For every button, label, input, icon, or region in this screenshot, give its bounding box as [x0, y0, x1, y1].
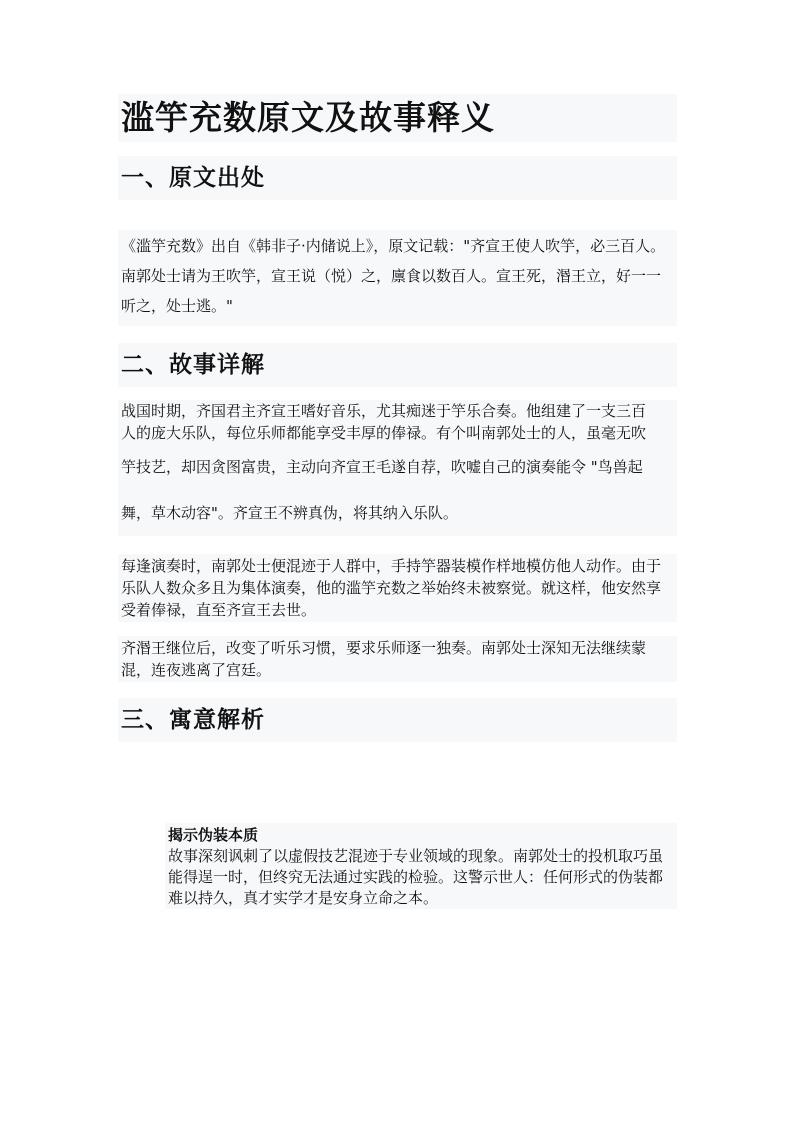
section-heading-story: 二、故事详解 [118, 343, 677, 387]
section-heading-source: 一、原文出处 [118, 156, 677, 200]
page-title: 滥竽充数原文及故事释义 [118, 94, 677, 142]
meaning-point-text: 故事深刻讽刺了以虚假技艺混迹于专业领域的现象。南郭处士的投机取巧虽能得逞一时，但终究无法通过实践的检验。这警示世人：任何形式的伪装都难以持久，真才实学才是安身立命之本。 [168, 847, 664, 907]
succession-paragraph: 齐湣王继位后，改变了听乐习惯，要求乐师逐一独奏。南郭处士深知无法继续蒙混，连夜逃离了宫廷。 [118, 636, 677, 682]
story-line: 竽技艺，却因贪图富贵，主动向齐宣王毛遂自荐，吹嘘自己的演奏能令 "鸟兽起 [121, 458, 643, 476]
performance-paragraph: 每逢演奏时，南郭处士便混迹于人群中，手持竽器装模作样地模仿他人动作。由于乐队人数众多且为集体演奏，他的滥竽充数之举始终未被察觉。就这样，他安然享受着俸禄，直至齐宣王去世。 [118, 554, 677, 622]
meaning-point-title: 揭示伪装本质 [168, 826, 259, 844]
meaning-point [165, 823, 677, 909]
story-line: 战国时期，齐国君主齐宣王嗜好音乐，尤其痴迷于竽乐合奏。他组建了一支三百 [121, 402, 647, 420]
story-line: 人的庞大乐队，每位乐师都能享受丰厚的俸禄。有个叫南郭处士的人，虽毫无吹 [121, 424, 647, 442]
source-paragraph: 《滥竽充数》出自《韩非子·内储说上》，原文记载："齐宣王使人吹竽，必三百人。南郭处士请为王吹竽，宣王说（悦）之，廪食以数百人。宣王死，湣王立，好一一听之，处士逃。" [118, 230, 677, 326]
story-line: 舞，草木动容"。齐宣王不辨真伪，将其纳入乐队。 [121, 504, 458, 522]
story-paragraph [118, 400, 677, 536]
section-heading-meaning: 三、寓意解析 [118, 698, 677, 742]
